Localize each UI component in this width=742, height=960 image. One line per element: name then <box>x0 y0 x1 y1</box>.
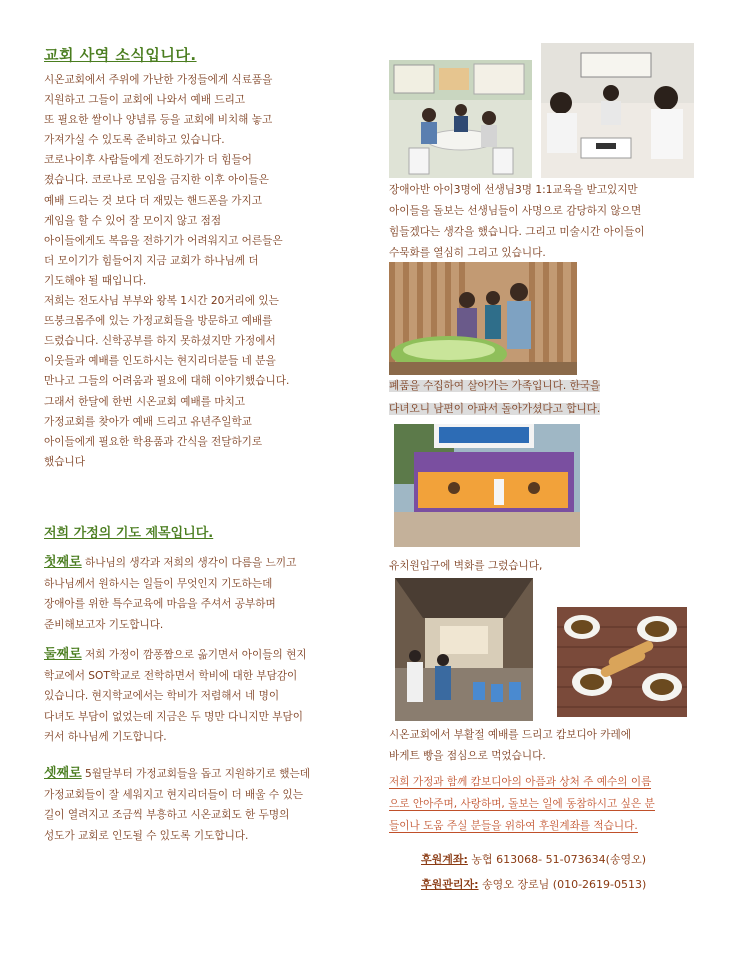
prayer-item-3 <box>44 764 364 846</box>
classroom-photo <box>389 60 532 178</box>
appeal-line: 들이나 도움 주실 분들을 위하여 후원계좌를 적습니다. <box>389 820 638 832</box>
family-caption-line1: 폐품을 수집하여 살아가는 가족입니다. 한국을 <box>389 380 601 392</box>
appeal-line: 으로 안아주며, 사랑하며, 돌보는 일에 동참하시고 싶은 분 <box>389 798 655 810</box>
family-photo <box>389 262 577 375</box>
prayer-item-2 <box>44 645 364 748</box>
prayer-lead: 둘째로 <box>44 647 82 662</box>
support-appeal <box>389 771 699 837</box>
family-caption-line2: 다녀오니 남편이 아파서 돌아가셨다고 합니다. <box>389 403 601 415</box>
prayer-lead: 첫째로 <box>44 555 82 570</box>
donation-manager: 후원관리자: 송영오 장로님 (010-2619-0513) <box>421 878 647 891</box>
prayer-text: 하나님의 생각과 저희의 생각이 다름을 느끼고 하나님께서 원하시는 일들이 무엇인지 기도하는데 장애아를 위한 특수교육에 마음을 주셔서 공부하며 준비해보고자 기도합니다. <box>44 557 297 631</box>
mural-photo <box>394 424 580 547</box>
lunch-food-photo <box>557 607 687 717</box>
prayer-text: 저희 가정이 깜퐁짬으로 옮기면서 아이들의 현지 학교에서 SOT학교로 전학하면서 학비에 대한 부담감이 있습니다. 현지학교에서는 학비가 저렴해서 네 명이 다녀도 부담이 없었는데 지금은 두 명만 다니지만 부담이 커서 하나님께 기도합니다. <box>44 649 307 743</box>
easter-service-photo <box>395 578 533 721</box>
mural-caption: 유치원입구에 벽화를 그렸습니다, <box>389 560 543 572</box>
prayer-lead: 셋째로 <box>44 766 82 781</box>
page-title: 교회 사역 소식입니다. <box>44 46 197 64</box>
prayer-item-1 <box>44 553 364 635</box>
prayer-text: 5월달부터 가정교회들을 돕고 지원하기로 했는데 가정교회들이 잘 세워지고 현지리더들이 더 배울 수 있는 길이 열려지고 조금씩 부흥하고 시온교회도 한 두명의 성도가 교회로 인도될 수 있도록 기도합니다. <box>44 768 310 842</box>
art-class-photo <box>541 43 694 178</box>
ministry-news-text: 시온교회에서 주위에 가난한 가정들에게 식료품을 지원하고 그들이 교회에 나와서 예배 드리고 또 필요한 쌀이나 양념류 등을 교회에 비치해 놓고 가져가실 수 있도록 준비하고 있습니다. 코로나이후 사람들에게 전도하기가 더 힘들어 졌습니다. 코로나로 모임을 금지한 이후 아이들은 예배 드리는 것 보다 더 재밌는 핸드폰을 가지고 게임을 할 수 있어 잘 모이지 않고 점점 아이들에게도 복음을 전하기가 어려워지고 어른들은 더 모이기가 힘들어지 지금 교회가 하나님께 더 기도해야 될 때입니다. 저희는 전도사님 부부와 왕복 1시간 20거리에 있는 뜨붕크몸주에 있는 가정교회들을 방문하고 예배를 드렸습니다. 신학공부를 하지 못하셨지만 가정에서 이웃들과 예배를 인도하시는 현지리더분들 네 분을 만나고 그들의 어려움과 필요에 대해 이야기했습니다. 그래서 한달에 한번 시온교회 예배를 마치고 가정교회를 찾아가 예배 드리고 유년주일학교 아이들에게 필요한 학용품과 간식을 전달하기로 했습니다 <box>44 74 290 468</box>
appeal-line: 저희 가정과 함께 캄보디아의 아픔과 상처 주 예수의 이름 <box>389 776 652 788</box>
classroom-caption: 장애아반 아이3명에 선생님3명 1:1교육을 받고있지만 아이들을 돌보는 선생님들이 사명으로 감당하지 않으면 힘들겠다는 생각을 했습니다. 그리고 미술시간 아이들이 수묵화를 열심히 그리고 있습니다. <box>389 184 645 259</box>
donation-account: 후원계좌: 농협 613068- 51-073634(송영오) <box>421 853 647 866</box>
prayer-title: 저희 가정의 기도 제목입니다. <box>44 526 214 541</box>
easter-caption: 시온교회에서 부활절 예배를 드리고 캄보디아 카레에 바게트 빵을 점심으로 먹었습니다. <box>389 729 631 762</box>
